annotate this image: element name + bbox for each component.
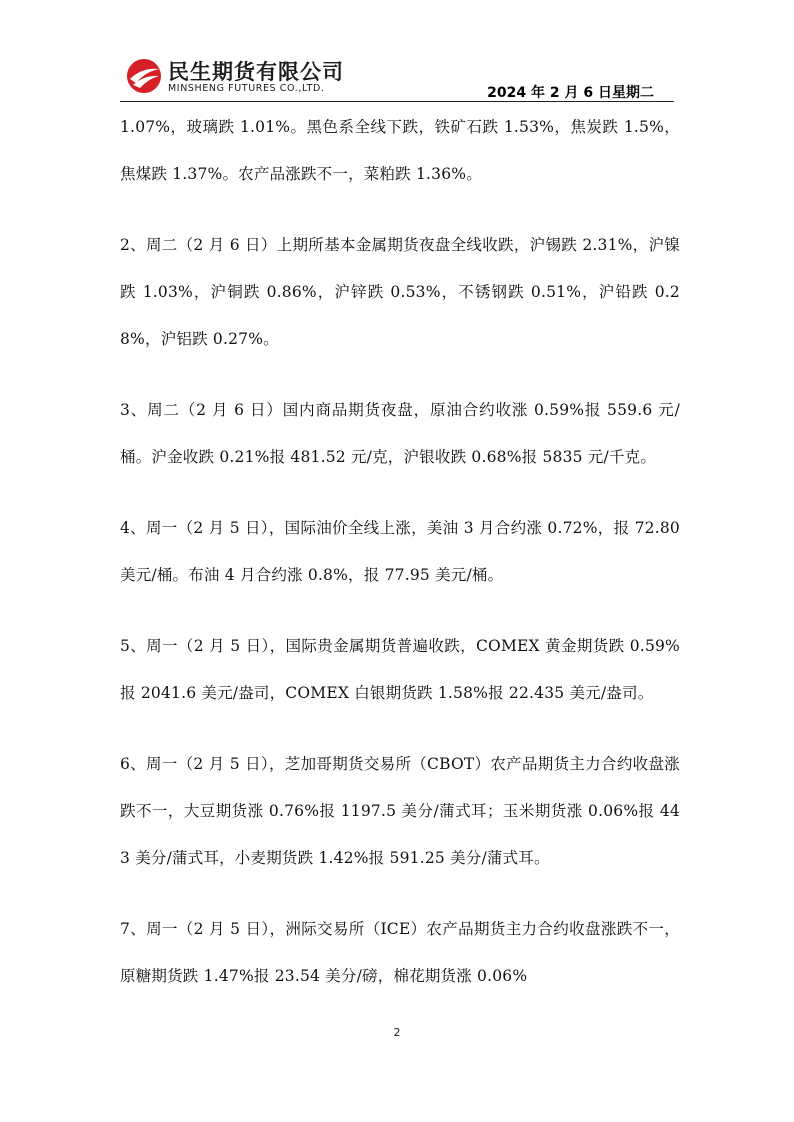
company-name-cn: 民生期货有限公司 bbox=[168, 60, 344, 84]
paragraph-5: 5、周一（2 月 5 日），国际贵金属期货普遍收跌，COMEX 黄金期货跌 0.59%报 2041.6 美元/盎司，COMEX 白银期货跌 1.58%报 22.435 美元/盎司。 bbox=[120, 637, 680, 702]
header-divider bbox=[120, 101, 674, 102]
report-date: 2024 年 2 月 6 日星期二 bbox=[487, 85, 654, 101]
page-header bbox=[120, 52, 674, 102]
paragraph-continued: 1.07%，玻璃跌 1.01%。黑色系全线下跌，铁矿石跌 1.53%，焦炭跌 1.5%，焦煤跌 1.37%。农产品涨跌不一，菜粕跌 1.36%。 bbox=[120, 118, 680, 183]
paragraph-3: 3、周二（2 月 6 日）国内商品期货夜盘，原油合约收涨 0.59%报 559.6 元/桶。沪金收跌 0.21%报 481.52 元/克，沪银收跌 0.68%报 5835 元/千克。 bbox=[120, 401, 680, 466]
paragraph-4: 4、周一（2 月 5 日），国际油价全线上涨，美油 3 月合约涨 0.72%，报 72.80 美元/桶。布油 4 月合约涨 0.8%，报 77.95 美元/桶。 bbox=[120, 519, 680, 584]
paragraph-2: 2、周二（2 月 6 日）上期所基本金属期货夜盘全线收跌，沪锡跌 2.31%，沪镍跌 1.03%，沪铜跌 0.86%，沪锌跌 0.53%，不锈钢跌 0.51%，沪铅跌 0.28%，沪铝跌 0.27%。 bbox=[120, 236, 680, 348]
paragraph-7: 7、周一（2 月 5 日），洲际交易所（ICE）农产品期货主力合约收盘涨跌不一，原糖期货跌 1.47%报 23.54 美分/磅，棉花期货涨 0.06% bbox=[120, 920, 680, 985]
page-number: 2 bbox=[393, 1026, 401, 1039]
minsheng-logo-icon bbox=[124, 57, 164, 95]
report-body bbox=[120, 104, 680, 1024]
paragraph-6: 6、周一（2 月 5 日），芝加哥期货交易所（CBOT）农产品期货主力合约收盘涨跌不一，大豆期货涨 0.76%报 1197.5 美分/蒲式耳；玉米期货涨 0.06%报 443 美分/蒲式耳，小麦期货跌 1.42%报 591.25 美分/蒲式耳。 bbox=[120, 755, 680, 867]
company-name-en: MINSHENG FUTURES CO.,LTD. bbox=[168, 83, 325, 94]
company-logo bbox=[120, 52, 380, 100]
